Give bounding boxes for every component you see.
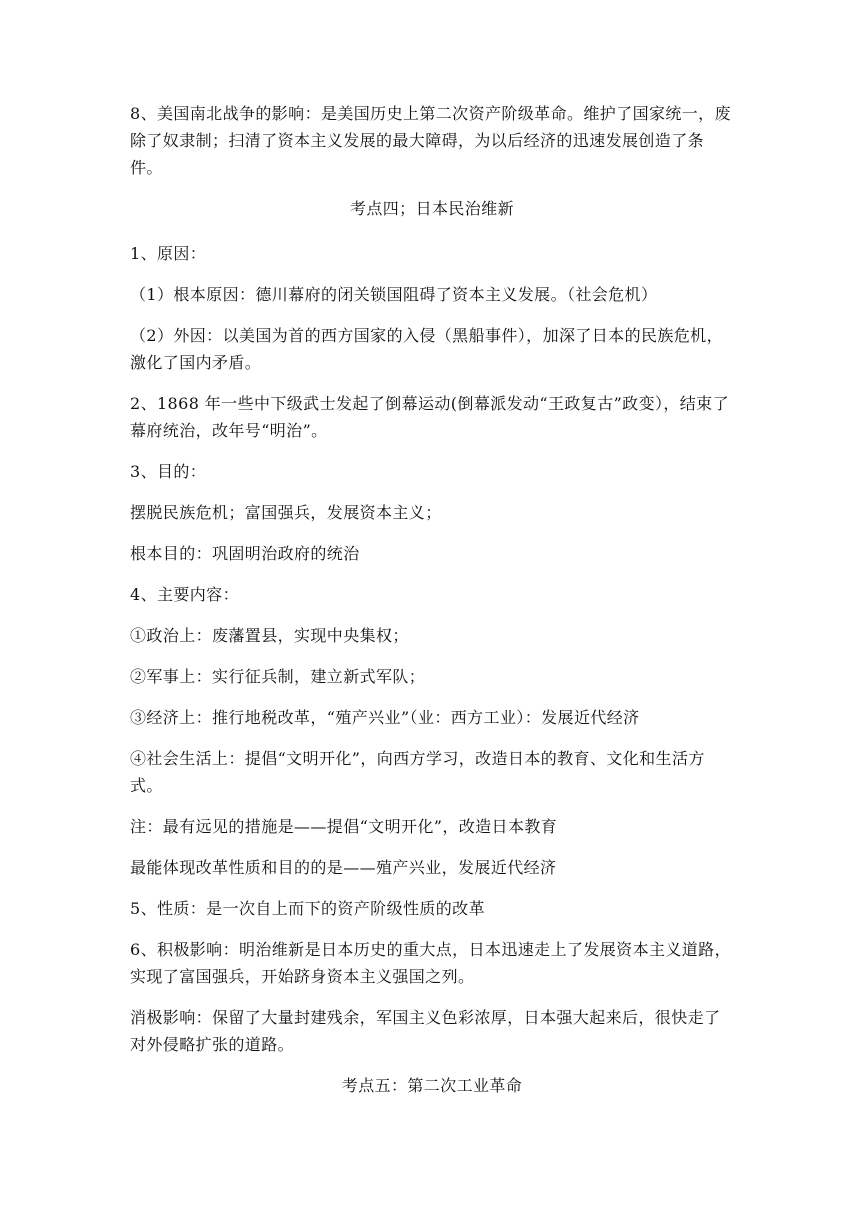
paragraph-civil-war-impact: 8、美国南北战争的影响：是美国历史上第二次资产阶级革命。维护了国家统一，废除了奴隶制；扫清了资本主义发展的最大障碍，为以后经济的迅速发展创造了条件。 [130, 104, 731, 177]
paragraph-root-cause: （1）根本原因：德川幕府的闭关锁国阻碍了资本主义发展。（社会危机） [130, 285, 658, 304]
paragraph-economy: ③经济上：推行地税改革，“殖产兴业”（业：西方工业）：发展近代经济 [130, 708, 640, 727]
paragraph-purpose: 摆脱民族危机；富国强兵，发展资本主义； [130, 503, 442, 522]
paragraph-causes-title: 1、原因： [130, 244, 207, 263]
paragraph-society: ④社会生活上：提倡“文明开化”，向西方学习，改造日本的教育、文化和生活方式。 [130, 749, 705, 795]
paragraph-politics: ①政治上：废藩置县，实现中央集权； [130, 626, 409, 645]
paragraph-negative-impact: 消极影响：保留了大量封建残余，军国主义色彩浓厚，日本强大起来后，很快走了对外侵略扩张的道路。 [130, 1008, 721, 1054]
paragraph-1868-movement: 2、1868 年一些中下级武士发起了倒幕运动(倒幕派发动“王政复古”政变），结束了幕府统治，改年号“明治”。 [130, 394, 729, 440]
paragraph-positive-impact: 6、积极影响：明治维新是日本历史的重大点，日本迅速走上了发展资本主义道路，实现了富国强兵，开始跻身资本主义强国之列。 [130, 940, 731, 986]
paragraph-root-purpose: 根本目的：巩固明治政府的统治 [130, 544, 360, 563]
paragraph-note-nature: 最能体现改革性质和目的的是——殖产兴业，发展近代经济 [130, 858, 557, 877]
section-heading-4: 考点四；日本民治维新 [349, 199, 514, 218]
paragraph-content-title: 4、主要内容： [130, 585, 239, 604]
paragraph-purpose-title: 3、目的： [130, 462, 207, 481]
paragraph-nature: 5、性质：是一次自上而下的资产阶级性质的改革 [130, 899, 485, 918]
paragraph-external-cause: （2）外因：以美国为首的西方国家的入侵（黑船事件），加深了日本的民族危机，激化了国内矛盾。 [130, 326, 723, 372]
document-body [130, 100, 734, 1117]
paragraph-note-foresight: 注：最有远见的措施是——提倡“文明开化”，改造日本教育 [130, 817, 558, 836]
section-heading-5: 考点五：第二次工业革命 [341, 1076, 523, 1095]
paragraph-military: ②军事上：实行征兵制，建立新式军队； [130, 667, 426, 686]
